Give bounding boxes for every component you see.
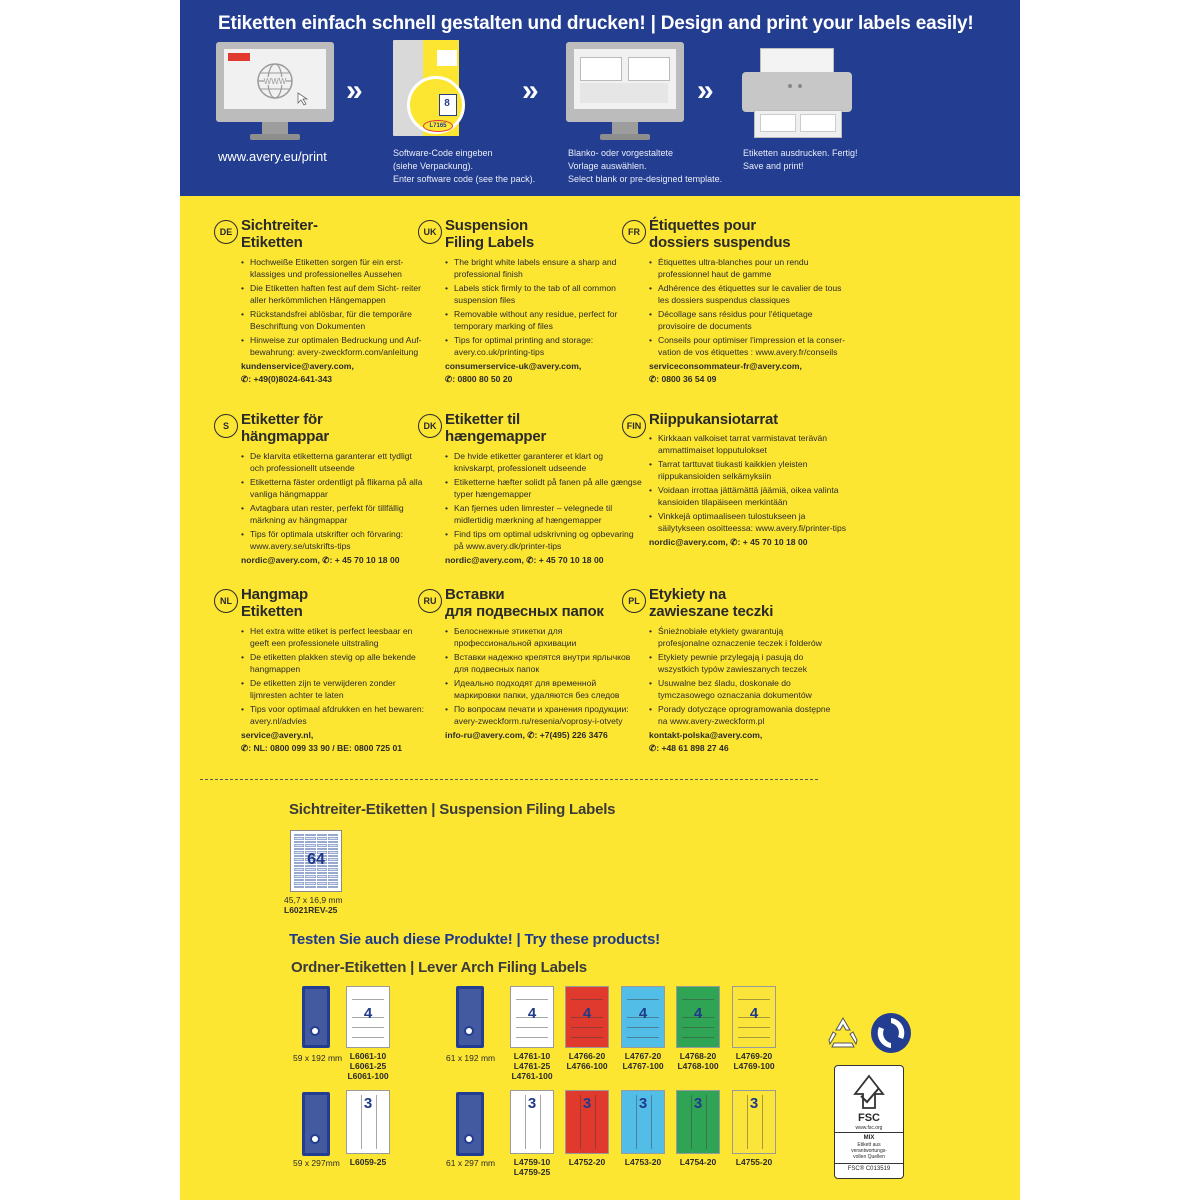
- lang-bullet: • Removable without any residue, perfect for temporary marking of files: [445, 308, 635, 333]
- lang-bullet: • Вставки надежно крепятся внутри ярлычков для подвесных папок: [445, 651, 635, 676]
- globe-icon: [224, 49, 326, 109]
- label-cell: [305, 841, 315, 843]
- label-cell: [294, 875, 304, 877]
- label-cell: [294, 834, 304, 836]
- label-swatch: [346, 986, 390, 1048]
- label-swatch: [621, 1090, 665, 1154]
- lang-title: Вставки для подвесных папок: [445, 586, 604, 620]
- lang-bullet: • Etykiety pewnie przylegają i pasują do wszystkich typów zawieszanych teczek: [649, 651, 839, 676]
- label-swatch: [732, 1090, 776, 1154]
- label-cell: [328, 834, 338, 836]
- product-codes: L4752-20: [568, 1157, 606, 1167]
- size-row1-a: 59 x 192 mm: [293, 1053, 343, 1063]
- lang-bullet: • Décollage sans résidus pour l'étiquetage provisoire de documents: [649, 308, 839, 333]
- banner-title: Etiketten einfach schnell gestalten und drucken! | Design and print your labels easily!: [218, 13, 974, 34]
- lang-bullet: • Tips for optimal printing and storage: avery.co.uk/printing-tips: [445, 334, 635, 359]
- label-cell: [317, 844, 327, 846]
- lang-bullet: • Hochweiße Etiketten sorgen für ein erst- klassiges und professionelles Aussehen: [241, 256, 431, 281]
- monitor-template-icon: [566, 42, 684, 122]
- lang-bullet: • Kirkkaan valkoiset tarrat varmistavat terävän ammattimaiset lopputulokset: [649, 432, 839, 457]
- product-codes: L4754-20: [679, 1157, 717, 1167]
- product-codes: L6061-10 L6061-25 L6061-100: [347, 1051, 389, 1081]
- label-cell: [294, 841, 304, 843]
- svg-text:WWW: WWW: [263, 77, 287, 86]
- lang-bullet: • Etiketterne hæfter solidt på fanen på alle gængse typer hængemapper: [445, 476, 635, 501]
- lang-bullet: • Rückstandsfrei ablösbar, für die temporäre Beschriftung von Dokumenten: [241, 308, 431, 333]
- label-cell: [328, 844, 338, 846]
- lang-bullet: • Белоснежные этикетки для профессиональной архивации: [445, 625, 635, 650]
- product-codes: L4759-10 L4759-25: [513, 1157, 551, 1177]
- lang-title: Hangmap Etiketten: [241, 586, 308, 620]
- lang-badge: NL: [214, 589, 238, 613]
- lang-bullet: • Usuwalne bez śladu, doskonałe do tymczasowego oznaczania dokumentów: [649, 677, 839, 702]
- binder-icon: [456, 986, 484, 1048]
- lang-badge: FIN: [622, 414, 646, 438]
- how-to-banner: [180, 0, 1020, 196]
- pack-icon: 8 L7165: [393, 40, 459, 136]
- lang-title: Etiketter til hængemapper: [445, 411, 547, 445]
- lang-badge: DE: [214, 220, 238, 244]
- label-number: 3: [693, 1095, 703, 1112]
- product-code: L6021REV-25: [284, 905, 338, 915]
- lang-bullet: • Labels stick firmly to the tab of all common suspension files: [445, 282, 635, 307]
- product-codes: L4767-20 L4767-100: [622, 1051, 664, 1071]
- lang-title: Etykiety na zawieszane teczki: [649, 586, 774, 620]
- label-cell: [294, 886, 304, 888]
- label-swatch: [510, 1090, 554, 1154]
- lang-bullet: • Śnieżnobiałe etykiety gwarantują profesjonalne oznaczenie teczek i folderów: [649, 625, 839, 650]
- product-codes: L4768-20 L4768-100: [677, 1051, 719, 1071]
- product-heading: Sichtreiter-Etiketten | Suspension Filing Labels: [289, 801, 616, 818]
- label-cell: [305, 882, 315, 884]
- lang-bullet: • Tips för optimala utskrifter och förvaring: www.avery.se/utskrifts-tips: [241, 528, 431, 553]
- label-cell: [294, 872, 304, 874]
- lever-arch-heading: Ordner-Etiketten | Lever Arch Filing Labels: [291, 959, 587, 976]
- label-cell: [305, 879, 315, 881]
- label-swatch: [510, 986, 554, 1048]
- label-cell: [328, 841, 338, 843]
- lang-badge: UK: [418, 220, 442, 244]
- label-size: 45,7 x 16,9 mm: [284, 895, 343, 905]
- monitor-icon: [216, 42, 334, 122]
- label-cell: [317, 841, 327, 843]
- label-cell: [317, 882, 327, 884]
- label-swatch: [346, 1090, 390, 1154]
- product-codes: L4769-20 L4769-100: [733, 1051, 775, 1071]
- lang-bullet: • Het extra witte etiket is perfect leesbaar en geeft een professionele uitstraling: [241, 625, 431, 650]
- label-number: 4: [749, 1005, 759, 1022]
- label-cell: [305, 837, 315, 839]
- lang-badge: S: [214, 414, 238, 438]
- label-swatch: [565, 1090, 609, 1154]
- label-cell: [328, 882, 338, 884]
- lang-bullet: • По вопросам печати и хранения продукции: avery-zweckform.ru/resenia/voprosy-i-otvety: [445, 703, 635, 728]
- lang-contact[interactable]: kundenservice@avery.com, ✆: +49(0)8024-641-343: [241, 361, 354, 384]
- product-codes: L4766-20 L4766-100: [566, 1051, 608, 1071]
- lang-bullet: • Porady dotyczące oprogramowania dostępne na www.avery-zweckform.pl: [649, 703, 839, 728]
- label-number: 4: [527, 1005, 537, 1022]
- lang-badge: RU: [418, 589, 442, 613]
- lang-bullet: • Идеально подходят для временной маркировки папки, удаляются без следов: [445, 677, 635, 702]
- lang-bullet: • Voidaan irrottaa jättämättä jäämiä, oikea valinta kansioiden tilapäiseen merkintään: [649, 484, 839, 509]
- print-url[interactable]: www.avery.eu/print: [218, 149, 327, 164]
- label-cell: [328, 875, 338, 877]
- product-codes: L4755-20: [735, 1157, 773, 1167]
- lang-bullet: • De etiketten zijn te verwijderen zonder lijmresten achter te laten: [241, 677, 431, 702]
- size-row2-a: 59 x 297mm: [293, 1158, 340, 1168]
- label-swatch: [676, 986, 720, 1048]
- label-cell: [294, 844, 304, 846]
- lang-bullet: • Die Etiketten haften fest auf dem Sicht- reiter aller herkömmlichen Hängemappen: [241, 282, 431, 307]
- label-cell: [294, 848, 304, 850]
- lang-title: Étiquettes pour dossiers suspendus: [649, 217, 791, 251]
- lang-contact[interactable]: service@avery.nl, ✆: NL: 0800 099 33 90 / BE: 0800 725 01: [241, 730, 403, 753]
- label-number: 3: [749, 1095, 759, 1112]
- lang-badge: DK: [418, 414, 442, 438]
- tree-check-icon: [849, 1074, 889, 1110]
- label-cell: [328, 886, 338, 888]
- lang-contact[interactable]: kontakt-polska@avery.com, ✆: +48 61 898 27 46: [649, 730, 763, 753]
- lang-title: Etiketter för hängmappar: [241, 411, 330, 445]
- label-number: 4: [638, 1005, 648, 1022]
- lang-bullet: • Vinkkejä optimaaliseen tulostukseen ja säilytykseen osoitteessa: www.avery.fi/printer-tips: [649, 510, 839, 535]
- lang-bullet: • Étiquettes ultra-blanches pour un rendu professionnel haut de gamme: [649, 256, 839, 281]
- label-cell: [328, 879, 338, 881]
- lang-bullet: • Conseils pour optimiser l'impression et la conser- vation de vos étiquettes : www.avery.fr/conseils: [649, 334, 839, 359]
- binder-icon: [302, 1092, 330, 1156]
- lang-bullet: • Etiketterna fäster ordentligt på flikarna på alla vanliga hängmappar: [241, 476, 431, 501]
- lang-title: Sichtreiter- Etiketten: [241, 217, 318, 251]
- label-cell: [294, 882, 304, 884]
- label-swatch: [621, 986, 665, 1048]
- label-cell: [305, 886, 315, 888]
- label-number: 3: [527, 1095, 537, 1112]
- binder-icon: [456, 1092, 484, 1156]
- lang-bullet: • Tarrat tarttuvat tiukasti kaikkien yleisten riippukansioiden selkämyksiin: [649, 458, 839, 483]
- label-cell: [317, 837, 327, 839]
- product-codes: L4761-10 L4761-25 L4761-100: [511, 1051, 553, 1081]
- label-swatch: [565, 986, 609, 1048]
- lang-badge: PL: [622, 589, 646, 613]
- size-row1-b: 61 x 192 mm: [446, 1053, 496, 1063]
- lang-bullet: • Tips voor optimaal afdrukken en het bewaren: avery.nl/advies: [241, 703, 431, 728]
- step3-caption: Blanko- oder vorgestaltete Vorlage auswählen. Select blank or pre-designed template.: [568, 148, 723, 184]
- lang-bullet: • Find tips om optimal udskrivning og opbevaring på www.avery.dk/printer-tips: [445, 528, 635, 553]
- label-cell: [317, 872, 327, 874]
- label-cell: [328, 848, 338, 850]
- label-number: 4: [582, 1005, 592, 1022]
- lang-bullet: • De etiketten plakken stevig op alle bekende hangmappen: [241, 651, 431, 676]
- label-cell: [317, 879, 327, 881]
- lang-contact[interactable]: nordic@avery.com, ✆: + 45 70 10 18 00: [445, 555, 604, 566]
- printer-icon: [742, 48, 852, 138]
- label-number: 3: [582, 1095, 592, 1112]
- label-cell: [317, 834, 327, 836]
- lang-badge: FR: [622, 220, 646, 244]
- label-number: 4: [363, 1005, 373, 1022]
- lang-contact[interactable]: nordic@avery.com, ✆: + 45 70 10 18 00: [241, 555, 400, 566]
- lang-bullet: • Adhérence des étiquettes sur le cavalier de tous les dossiers suspendus classiques: [649, 282, 839, 307]
- lang-contact[interactable]: serviceconsommateur-fr@avery.com, ✆: 0800 36 54 09: [649, 361, 802, 384]
- label-cell: [305, 848, 315, 850]
- binder-icon: [302, 986, 330, 1048]
- size-row2-b: 61 x 297 mm: [446, 1158, 496, 1168]
- label-cell: [294, 837, 304, 839]
- label-cell: [294, 879, 304, 881]
- green-dot-icon: [870, 1012, 912, 1054]
- dashed-divider: [200, 779, 818, 780]
- lang-contact[interactable]: consumerservice-uk@avery.com, ✆: 0800 80 50 20: [445, 361, 582, 384]
- recycle-icon: [824, 1014, 862, 1052]
- label-cell: [317, 848, 327, 850]
- lang-bullet: • The bright white labels ensure a sharp and professional finish: [445, 256, 635, 281]
- label-swatch: [676, 1090, 720, 1154]
- label-cell: [305, 834, 315, 836]
- fsc-logo: FSC www.fsc.org MIX Etikett aus verantwortungs- vollen Quellen FSC® C013519: [834, 1065, 904, 1179]
- label-cell: [328, 872, 338, 874]
- label-cell: [317, 875, 327, 877]
- lang-contact[interactable]: nordic@avery.com, ✆: + 45 70 10 18 00: [649, 537, 808, 548]
- lang-bullet: • De hvide etiketter garanterer et klart og knivskarpt, professionelt udseende: [445, 450, 635, 475]
- label-cell: [317, 886, 327, 888]
- product-codes: L6059-25: [349, 1157, 387, 1167]
- chevron-icon: »: [697, 74, 708, 107]
- lang-bullet: • Avtagbara utan rester, perfekt för tillfällig märkning av hängmappar: [241, 502, 431, 527]
- label-count: 64: [307, 851, 325, 868]
- product-sheet: [180, 0, 1020, 1200]
- chevron-icon: »: [522, 74, 533, 107]
- label-cell: [328, 837, 338, 839]
- label-cell: [305, 875, 315, 877]
- lang-bullet: • Kan fjernes uden limrester – velegnede til midlertidig mærkning af hængemapper: [445, 502, 635, 527]
- step2-caption: Software-Code eingeben (siehe Verpackung). Enter software code (see the pack).: [393, 148, 536, 184]
- lang-bullet: • De klarvita etiketterna garanterar ett tydligt och professionellt utseende: [241, 450, 431, 475]
- product-codes: L4753-20: [624, 1157, 662, 1167]
- step4-caption: Etiketten ausdrucken. Fertig! Save and print!: [743, 148, 858, 171]
- label-sheet-icon: [290, 830, 342, 892]
- label-number: 3: [363, 1095, 373, 1112]
- label-number: 4: [693, 1005, 703, 1022]
- try-heading: Testen Sie auch diese Produkte! | Try these products!: [289, 931, 660, 948]
- label-number: 3: [638, 1095, 648, 1112]
- lang-bullet: • Hinweise zur optimalen Bedruckung und Auf- bewahrung: avery-zweckform.com/anleitung: [241, 334, 431, 359]
- label-swatch: [732, 986, 776, 1048]
- chevron-icon: »: [346, 74, 357, 107]
- lang-title: Suspension Filing Labels: [445, 217, 535, 251]
- lang-title: Riippukansiotarrat: [649, 411, 778, 428]
- label-cell: [305, 844, 315, 846]
- lang-contact[interactable]: info-ru@avery.com, ✆: +7(495) 226 3476: [445, 730, 608, 741]
- label-cell: [305, 872, 315, 874]
